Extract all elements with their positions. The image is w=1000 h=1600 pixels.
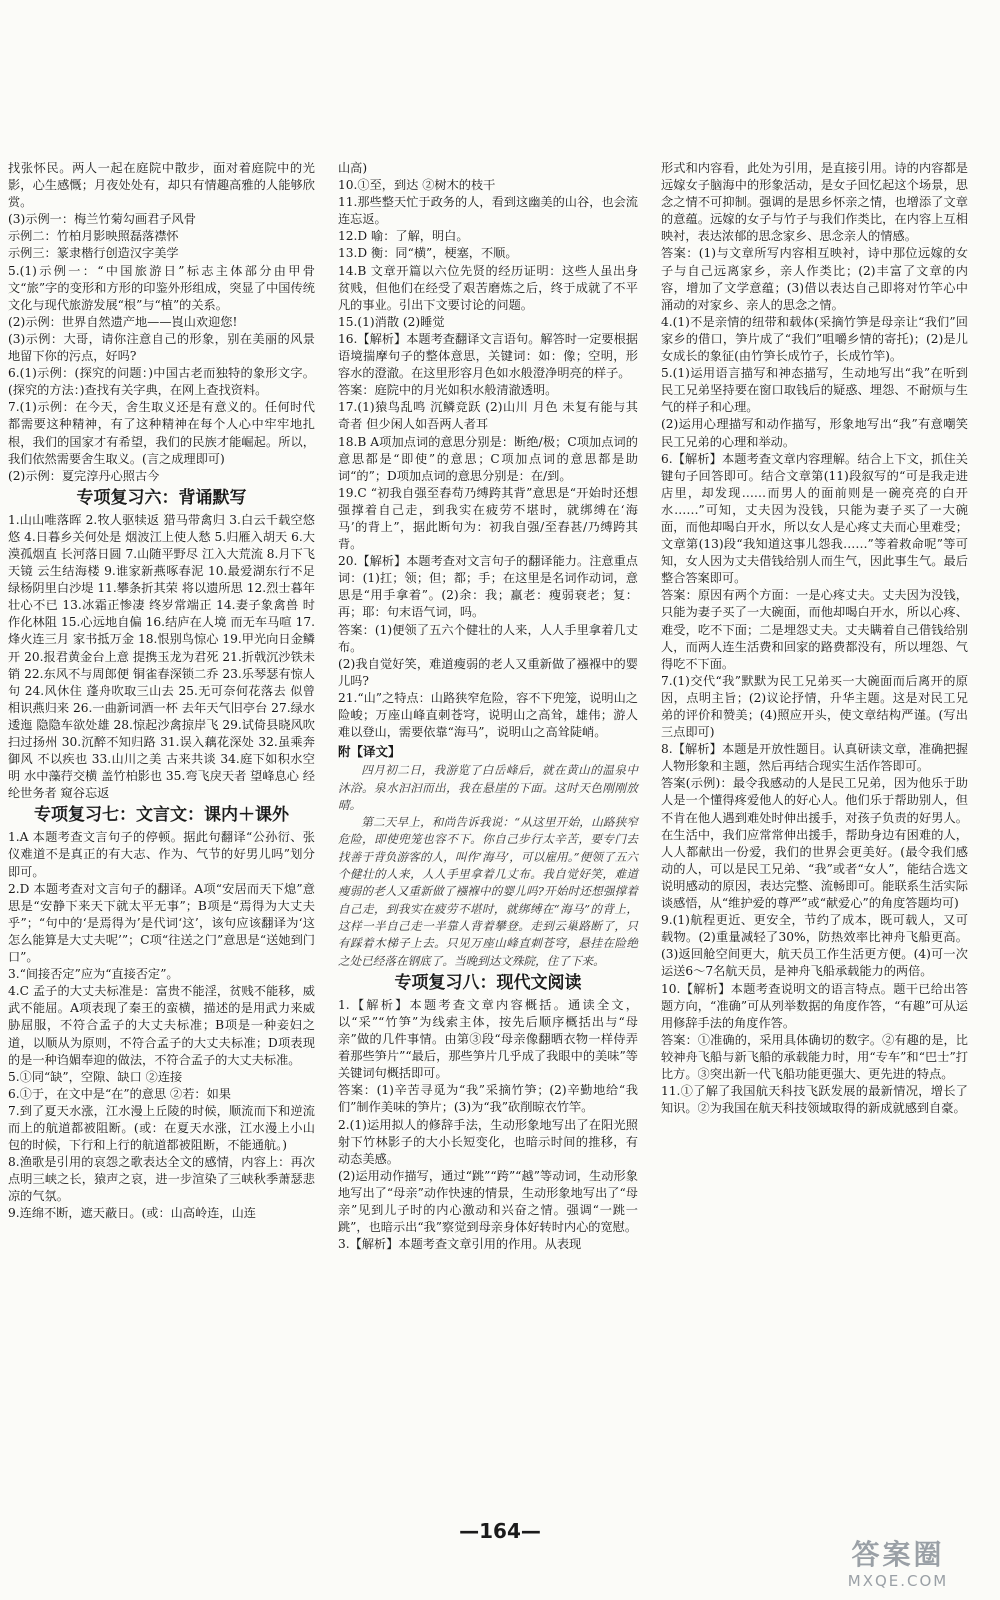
paragraph: 8.【解析】本题是开放性题目。认真研读文章，准确把握人物形象和主题，然后再结合现实生活作答即可。 [661, 742, 968, 774]
paragraph: 21.“山”之特点：山路狭窄危险，容不下兜笼，说明山之险峻；万座山峰直刺苍穹，说明山之高耸，雄伟；游人难以登山，需要依靠“海马”，说明山之高耸陡峭。 [338, 690, 638, 740]
paragraph: 19.C “初我自强至舂苟乃缚跨其背”意思是“开始时还想强撑着自己走，到我实在疲劳不堪时，就绑缚在‘海马’的背上”，据此断句为：初我自强/至舂甚/乃缚跨其背。 [338, 485, 638, 552]
paragraph: 4.(1)不是亲情的纽带和载体(采摘竹笋是母亲让“我们”回家乡的借口，笋片成了“我们”咀嚼乡情的寄托)；(2)是儿女成长的象征(由竹笋长成竹子，长成竹竿)。 [661, 314, 968, 364]
paragraph: 2.D 本题考查对文言句子的翻译。A项“安居而天下熄”意思是“安静下来天下就太平无事”；B项是“焉得为大丈夫乎”；“句中的‘是焉得为’是代词‘这’，该句应该翻译为‘这怎么能算是大丈夫呢’”；C项“往送之门”意思是“送她到门口”。 [8, 881, 315, 965]
paragraph: 答案：(1)与文章所写内容相互映衬，诗中那位远嫁的女子与自己远离家乡，亲人作类比；(2)丰富了文章的内容，增加了文学意蕴；(3)借以表达自己即将对竹竿心中涌动的对家乡、亲人的思念之情。 [661, 246, 968, 312]
paragraph: (2)示例：世界自然遗产地——崀山欢迎您! [8, 314, 238, 329]
paragraph: 18.B A项加点词的意思分别是：断绝/极；C项加点词的意思都是“即使”的意思；C项加点词的意思都是助词“的”；D项加点词的意思分别是：在/到。 [338, 434, 638, 483]
section-six-heading: 专项复习六：背诵默写 [76, 487, 247, 508]
paragraph: 2.(1)运用拟人的修辞手法，生动形象地写出了在阳光照射下竹林影子的大小长短变化，也暗示时间的推移，有动态美感。 [338, 1117, 638, 1166]
translation-paragraph: 四月初二日，我游览了白岳峰后，就在黄山的温泉中沐浴。泉水汩汩而出，我在悬崖的下面。这时天色刚刚放晴。 [338, 763, 638, 812]
paragraph: 答案：原因有两个方面：一是心疼丈夫。丈夫因为没钱，只能为妻子买了一大碗面，而他却喝白开水，所以心疼、难受，吃不下面；二是埋怨丈夫。丈夫瞒着自己借钱给别人，而两人连生活费和回家的路费都没有，所以埋怨、气得吃不下面。 [661, 588, 968, 671]
paragraph: 14.B 文章开篇以六位先贤的经历证明：这些人虽出身贫贱，但他们在经受了艰苦磨炼之后，终于成就了不平凡的事业。引出下文要讨论的问题。 [338, 263, 638, 312]
paragraph: 5.①同“缺”，空隙、缺口 ②连接 [8, 1069, 183, 1084]
paragraph: 9.(1)航程更近、更安全，节约了成本，既可载人，又可载物。(2)重量减轻了30%，防热效率比神舟飞船更高。(3)返回舱空间更大，航天员工作生活更方便。(4)可一次运送6～7名航天员，是神舟飞船承载能力的两倍。 [661, 913, 968, 979]
paragraph: 11.①了解了我国航天科技飞跃发展的最新情况，增长了知识。②为我国在航天科技领域取得的新成就感到自豪。 [661, 1084, 968, 1116]
paragraph: 答案：(1)便领了五六个健壮的人来，人人手里拿着几丈布。 [338, 622, 638, 654]
recitation-answers: 1.山山唯落晖 2.牧人驱犊返 猎马带禽归 3.白云千载空悠悠 4.日暮乡关何处是 烟波江上使人愁 5.归雁入胡天 6.大漠孤烟直 长河落日圆 7.山随平野尽 江入大荒流 8.月下飞天镜 云生结海楼 9.谁家新燕啄春泥 10.最爱湖东行不足 绿杨阴里白沙堤 11.攀条折其荣 将以遗所思 12.烈士暮年 壮心不已 13.冰霜正惨凄 终岁常端正 14.妻子象禽兽 时作化林阻 15.心远地自偏 16.结庐在人境 而无车马喧 17.烽火连三月 家书抵万金 18.恨别鸟惊心 19.甲光向日金鳞开 20.报君黄金台上意 提携玉龙为君死 21.折戟沉沙铁未销 22.东风不与周郎便 铜雀春深锁二乔 23.乐琴瑟有惊人句 24.风休住 蓬舟吹取三山去 25.无可奈何花落去 似曾相识燕归来 26.一曲新词酒一杯 去年天气旧亭台 27.绿水逶迤 隐隐车欲处雄 28.惊起沙禽掠岸飞 29.试倚县晓风吹扫过扬州 30.沉醉不知归路 31.误入藕花深处 32.虽乘奔御风 不以疾也 33.山川之美 古来共谈 34.庭下如积水空明 水中藻荇交横 盖竹柏影也 35.弯飞戾天者 望峰息心 经纶世务者 窥谷忘返 [8, 512, 315, 801]
paragraph: 12.D 喻：了解，明白。 [338, 229, 469, 244]
paragraph: 10.①至，到达 ②树木的枝干 [338, 178, 496, 193]
section-eight-heading: 专项复习八：现代文阅读 [394, 972, 582, 993]
paragraph: 答案：(1)辛苦寻觅为“我”采摘竹笋；(2)辛勤地给“我们”制作美味的笋片；(3)为“我”砍削晾衣竹竿。 [338, 1083, 638, 1115]
paragraph: 17.(1)猿鸟乱鸣 沉鳞竞跃 (2)山川 月色 未复有能与其奇者 但少闲人如吾两人者耳 [338, 400, 638, 432]
paragraph: (2)运用心理描写和动作描写，形象地写出“我”有意嘲笑民工兄弟的心理和举动。 [661, 417, 968, 449]
paragraph: 7.(1)示例：在今天，舍生取义还是有意义的。任何时代都需要这种精神，有了这种精神在每个人心中牢牢地扎根，我们的国家才有希望，我们的民族才能崛起。所以，我们依然需要舍生取义。(言之成理即可) [8, 400, 315, 466]
paragraph: 1.A 本题考查文言句子的停顿。据此句翻译“公孙衍、张仪难道不是真正的有大志、作为、气节的好男儿吗”划分即可。 [8, 830, 315, 879]
paragraph: 答案(示例)：最令我感动的人是民工兄弟，因为他乐于助人是一个懂得疼爱他人的好心人。他们乐于帮助别人，但不肯在他人遇到难处时伸出援手，对孩子负责的好男人。在生活中，我们应常常伸出援手，帮助身边有困难的人，人人都献出一份爱，我们的世界会更美好。(最令我们感动的人，可以是民工兄弟、“我”或者“女人”，能结合选文说明感动的原因，表达完整、流畅即可。能联系生活实际谈感悟，从“维护爱的尊严”或“献爱心”的角度答题均可) [661, 776, 968, 911]
paragraph: 13.D 衡：同“横”，梗塞，不顺。 [338, 246, 518, 261]
paragraph: 6.(1)示例：(探究的问题：)中国古老而独特的象形文字。(探究的方法：)查找有关字典，在网上查找资料。 [8, 366, 315, 398]
paragraph: 3.【解析】本题考查文章引用的作用。从表现 [338, 1237, 582, 1252]
paragraph: 5.(1)示例一：“中国旅游日”标志主体部分由甲骨文“旅”字的变形和方形的印鉴外形组成，突显了中国传统文化与现代旅游发展“根”与“植”的关系。 [8, 263, 315, 312]
paragraph: (2)我自觉好笑，难道瘦弱的老人又重新做了襁褓中的婴儿吗? [338, 656, 638, 688]
paragraph: (2)运用动作描写，通过“跳”“跨”“越”等动词，生动形象地写出了“母亲”动作快速的情景，生动形象地写出了“母亲”见到儿子时的内心激动和兴奋之情。强调“一跳一跳”，也暗示出“我”察觉到母亲身体好转时内心的宽慰。 [338, 1168, 638, 1235]
paragraph: 山高) [338, 161, 368, 175]
paragraph: 7.到了夏天水涨，江水漫上丘陵的时候，顺流而下和逆流而上的航道都被阻断。(或：在夏天水涨，江水漫上小山包的时候，下行和上行的航道都被阻断，不能通航。) [8, 1103, 315, 1153]
paragraph: 答案：庭院中的月光如积水般清澈透明。 [338, 383, 558, 398]
column-right [661, 160, 968, 1117]
paragraph: (3)示例一：梅兰竹菊勾画君子风骨 [8, 212, 196, 227]
paragraph: 找张怀民。两人一起在庭院中散步，面对着庭院中的光影，心生感慨；月夜处处有，却只有情趣高雅的人能够欣赏。 [8, 161, 315, 210]
paragraph: 6.【解析】本题考查文章内容理解。结合上下文，抓住关键句子回答即可。结合文章第(11)段叙写的“可是我走进店里，却发现……而男人的面前则是一碗亮亮的白开水……”可知，丈夫因为没钱，只能为妻子买了一大碗面，而他却喝白开水，所以女人是心疼丈夫而心里难受；文章第(13)段“我知道这事儿怨我……”等着救命呢”等可知，女人因为丈夫借钱给别人而生气，因此事生气。最后整合答案即可。 [661, 451, 968, 586]
translation-label: 附【译文】 [338, 744, 401, 760]
watermark-url: MXQE.COM [847, 1572, 949, 1590]
paragraph: 11.那些整天忙于政务的人，看到这幽美的山谷，也会流连忘返。 [338, 195, 638, 227]
column-left [8, 160, 315, 1223]
section-seven-heading: 专项复习七：文言文：课内＋课外 [34, 805, 289, 826]
paragraph: (2)示例：夏完淳丹心照古今 [8, 468, 160, 483]
page-number: —164— [459, 1519, 541, 1543]
paragraph: 16.【解析】本题考查翻译文言语句。解答时一定要根据语境揣摩句子的整体意思，关键词：如：像；空明，形容水的澄澈。在这里形容月色如水般澄净明亮的样子。 [338, 331, 638, 381]
paragraph: 8.渔歌是引用的哀怨之歌表达全文的感情，内容上：再次点明三峡之长，猿声之哀，进一步渲染了三峡秋季萧瑟悲凉的气氛。 [8, 1155, 315, 1204]
paragraph: 10.【解析】本题考查说明文的语言特点。题干已给出答题方向，“准确”可从列举数据的角度作答，“有趣”可从运用修辞手法的角度作答。 [661, 981, 968, 1030]
paragraph: 3.“间接否定”应为“直接否定”。 [8, 967, 179, 982]
paragraph: (3)示例：大哥，请你注意自己的形象，别在美丽的风景地留下你的污点，好吗? [8, 331, 315, 364]
paragraph: 6.①于，在文中是“在”的意思 ②若：如果 [8, 1086, 231, 1101]
paragraph: 9.连绵不断，遮天蔽日。(或：山高岭连，山连 [8, 1206, 256, 1221]
paragraph: 形式和内容看，此处为引用，是直接引用。诗的内容都是远嫁女子脑海中的形象活动，是女子回忆起这个场景，思念之情不可抑制。强调的是思乡怀亲之情，也增添了文章的意蕴。远嫁的女子与竹子与我们作类比，在内容上互相映衬，表达浓郁的思念家乡、思念亲人的情感。 [661, 161, 968, 244]
watermark-title: 答案圈 [851, 1538, 945, 1571]
paragraph: 7.(1)交代“我”默默为民工兄弟买一大碗面而后离开的原因，点明主旨；(2)议论抒情，升华主题。这是对民工兄弟的评价和赞美；(4)照应开头，使文章结构严谨。(写出三点即可) [661, 673, 968, 740]
paragraph: 5.(1)运用语言描写和神态描写，生动地写出“我”在听到民工兄弟坚持要在窗口取钱后的疑惑、埋怨、不耐烦与生气的样子和心理。 [661, 366, 968, 415]
column-middle [338, 160, 638, 1253]
translation-paragraph: 第二天早上，和尚告诉我说：“从这里开始，山路狭窄危险，即使兜笼也容不下。你自己步行太辛苦，要专门去找善于背负游客的人，叫作‘海马’，可以雇用。”便领了五六个健壮的人来，人人手里拿着几丈布。我自觉好笑，难道瘦弱的老人又重新做了襁褓中的婴儿吗?开始时还想强撑着自己走，到我实在疲劳不堪时，就绑缚在“海马”的背上，这样一半自己走一半靠人背着攀登。走到云巢路断了，只有踩着木梯子上去。只见万座山峰直刺苍穹，悬挂在险绝之处已经落在钢底了。当晚到达文殊院，住了下来。 [338, 815, 638, 968]
paragraph: 4.C 孟子的大丈夫标准是：富贵不能淫，贫贱不能移，威武不能屈。A项表现了秦王的蛮横，描述的是用武力来威胁屈服，不符合孟子的大丈夫标准；B项是一种妾妇之道，以顺从为原则，不符合孟子的大丈夫标准；D项表现的是一种诌媚奉迎的做法，不符合孟子的大丈夫标准。 [8, 984, 315, 1067]
paragraph: 示例三：篆隶楷行创造汉字美学 [8, 246, 179, 261]
paragraph: 1.【解析】本题考查文章内容概括。通读全文，以“采”“竹笋”为线索主体，按先后顺序概括出与“母亲”做的几件事情。由第③段“母亲像翻晒衣物一样侍弄着那些笋片”“最后，那些笋片几乎成了我眼中的美味”等关键词句概括即可。 [338, 997, 638, 1081]
paragraph: 答案：①准确的，采用具体确切的数字。②有趣的是，比较神舟飞船与新飞船的承载能力时，用“专车”和“巴士”打比方。③突出新一代飞船功能更强大、更先进的特点。 [661, 1032, 968, 1081]
paragraph: 20.【解析】本题考查对文言句子的翻译能力。注意重点词：(1)扛；领；但；都；手；在这里是名词作动词，意思是“用手拿着”。(2)余：我；羸老：瘦弱衰老；复：再；耶：句末语气词，吗。 [338, 554, 638, 620]
paragraph: 15.(1)消散 (2)睡觉 [338, 314, 445, 329]
watermark-logo [808, 1538, 988, 1596]
paragraph: 示例二：竹柏月影映照磊落襟怀 [8, 229, 179, 244]
